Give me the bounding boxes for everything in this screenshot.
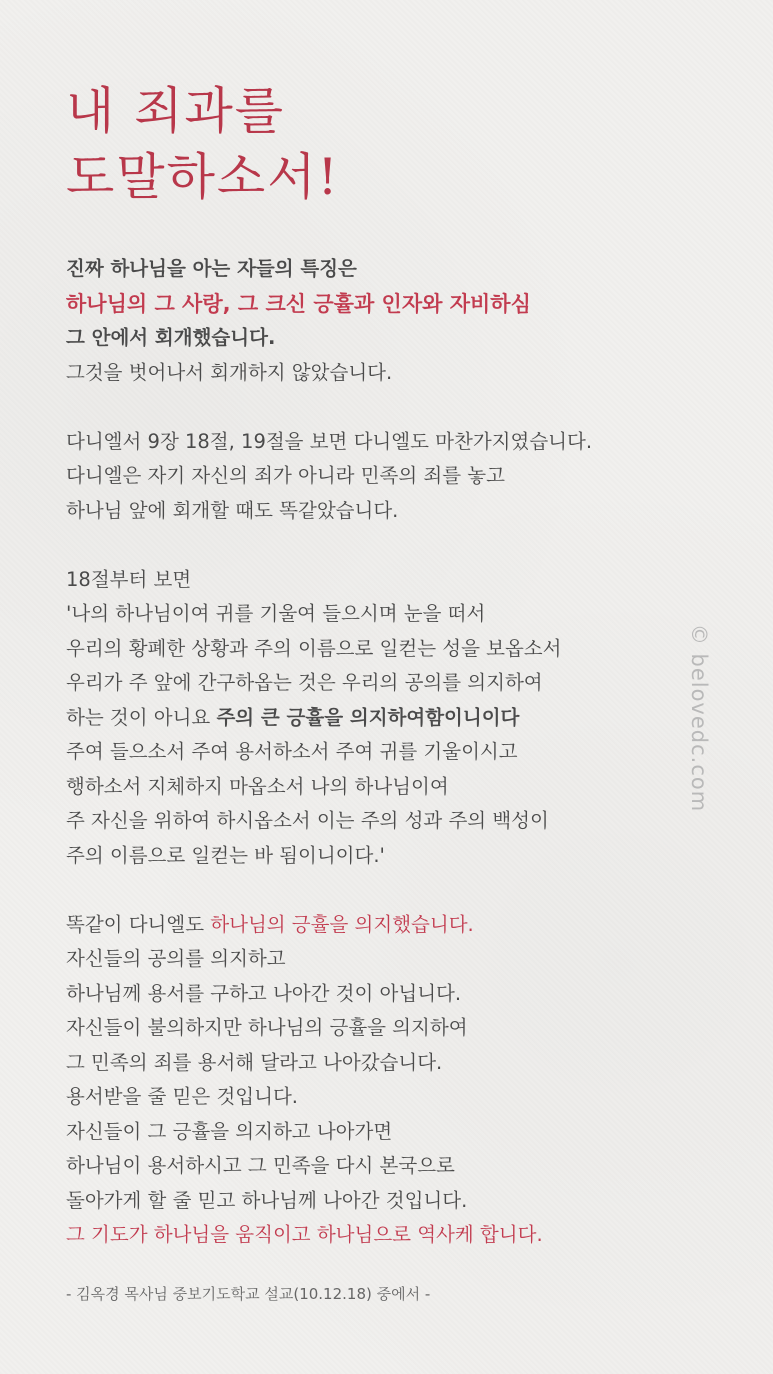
text-line: 다니엘은 자기 자신의 죄가 아니라 민족의 죄를 놓고 (66, 464, 505, 487)
scripture-text: 하는 것이 아니요 (66, 705, 217, 729)
sermon-text (66, 252, 686, 1253)
paragraph-gap (66, 873, 686, 908)
watermark-text: © belovedc.com (687, 623, 712, 812)
scripture-line: 주 자신을 위하여 하시옵소서 이는 주의 성과 주의 백성이 (66, 809, 549, 832)
text-line: 그 안에서 회개했습니다. (66, 326, 276, 349)
scripture-line (66, 701, 686, 736)
text-segment: 똑같이 다니엘도 (66, 912, 211, 936)
title-line-1: 내 죄과를 (66, 82, 286, 140)
text-line: 자신들의 공의를 의지하고 (66, 947, 286, 970)
scripture-line: '나의 하나님이여 귀를 기울여 들으시며 눈을 떠서 (66, 602, 486, 625)
scripture-line: 주여 들으소서 주여 용서하소서 주여 귀를 기울이시고 (66, 740, 518, 763)
text-line: 자신들이 불의하지만 하나님의 긍휼을 의지하여 (66, 1016, 468, 1039)
scripture-line: 우리가 주 앞에 간구하옵는 것은 우리의 공의를 의지하여 (66, 671, 543, 694)
text-line: 하나님이 용서하시고 그 민족을 다시 본국으로 (66, 1154, 455, 1177)
text-line: 그것을 벗어나서 회개하지 않았습니다. (66, 360, 393, 384)
text-line: 자신들이 그 긍휼을 의지하고 나아가면 (66, 1119, 393, 1143)
text-line: 18절부터 보면 (66, 567, 192, 591)
highlight-line: 그 기도가 하나님을 움직이고 하나님으로 역사케 합니다. (66, 1223, 543, 1246)
text-line: 하나님 앞에 회개할 때도 똑같았습니다. (66, 498, 399, 522)
watermark (684, 623, 714, 812)
paragraph-gap (66, 528, 686, 563)
page-title (66, 78, 340, 210)
text-line: 다니엘서 9장 18절, 19절을 보면 다니엘도 마찬가지였습니다. (66, 429, 593, 453)
text-line: 그 민족의 죄를 용서해 달라고 나아갔습니다. (66, 1050, 443, 1074)
text-line (66, 908, 686, 943)
source-attribution: - 김옥경 목사님 중보기도학교 설교(10.12.18) 중에서 - (66, 1285, 431, 1303)
text-line: 용서받을 줄 믿은 것입니다. (66, 1085, 299, 1108)
title-line-2: 도말하소서! (66, 148, 340, 206)
highlight-segment: 하나님의 긍휼을 의지했습니다. (210, 912, 474, 936)
highlight-line: 하나님의 그 사랑, 그 크신 긍휼과 인자와 자비하심 (66, 291, 531, 316)
paragraph-gap (66, 390, 686, 425)
scripture-emphasis: 주의 큰 긍휼을 의지하여함이니이다 (216, 705, 520, 729)
scripture-line: 주의 이름으로 일컫는 바 됨이니이다.' (66, 843, 385, 867)
scripture-line: 우리의 황폐한 상황과 주의 이름으로 일컫는 성을 보옵소서 (66, 636, 562, 660)
text-line: 진짜 하나님을 아는 자들의 특징은 (66, 257, 357, 280)
scripture-line: 행하소서 지체하지 마옵소서 나의 하나님이여 (66, 774, 449, 798)
text-line: 하나님께 용서를 구하고 나아간 것이 아닙니다. (66, 981, 462, 1005)
text-line: 돌아가게 할 줄 믿고 하나님께 나아간 것입니다. (66, 1188, 468, 1212)
